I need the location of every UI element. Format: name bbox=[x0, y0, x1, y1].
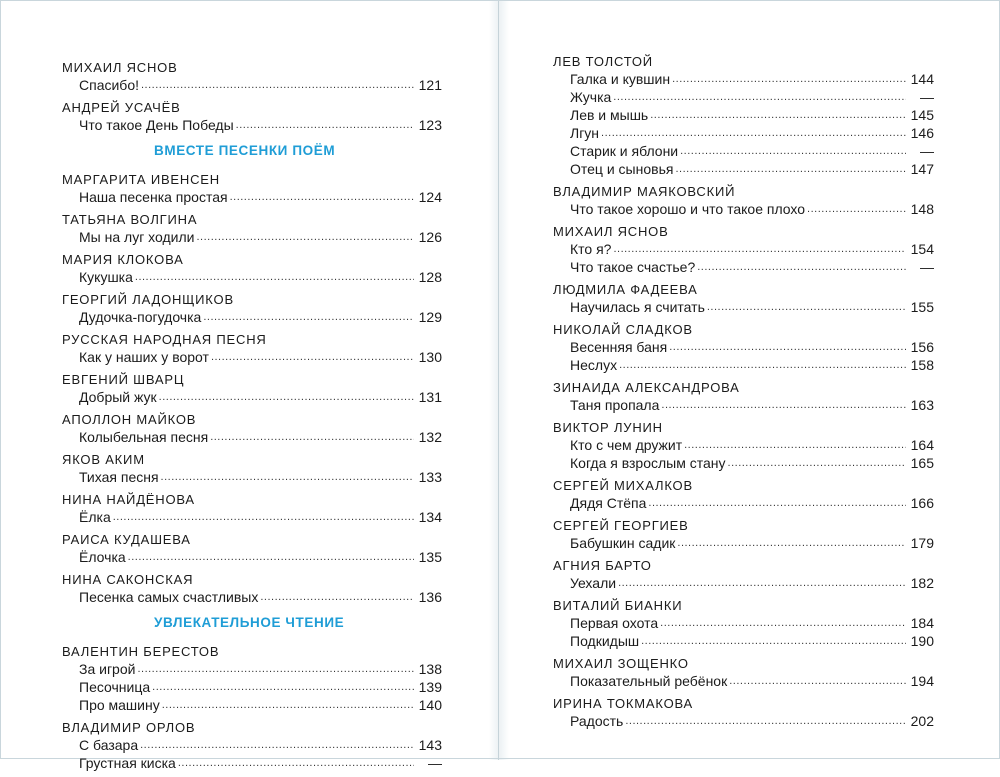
dot-leader bbox=[141, 76, 414, 94]
work-title: Показательный ребёнок bbox=[570, 673, 728, 689]
author-name: ВИТАЛИЙ БИАНКИ bbox=[553, 598, 683, 613]
page-number: — bbox=[920, 259, 934, 275]
author-block bbox=[553, 419, 934, 472]
author-name: ЛЕВ ТОЛСТОЙ bbox=[553, 54, 653, 69]
page-number: 132 bbox=[418, 429, 442, 445]
dot-leader bbox=[641, 632, 906, 650]
dot-leader bbox=[159, 388, 414, 406]
page-number: 164 bbox=[910, 437, 934, 453]
author-block bbox=[62, 99, 442, 134]
author-block bbox=[553, 321, 934, 374]
page-number: 135 bbox=[418, 549, 442, 565]
author-block bbox=[553, 379, 934, 414]
page-number: 144 bbox=[910, 71, 934, 87]
toc-entry[interactable] bbox=[570, 632, 934, 650]
dot-leader bbox=[684, 436, 906, 454]
work-title: Ёлочка bbox=[79, 549, 126, 565]
page-number: 190 bbox=[910, 633, 934, 649]
page-number: 128 bbox=[418, 269, 442, 285]
author-block bbox=[62, 451, 442, 486]
work-title: Добрый жук bbox=[79, 389, 157, 405]
toc-entry[interactable] bbox=[79, 116, 442, 134]
work-title: Дядя Стёпа bbox=[570, 495, 647, 511]
toc-entry[interactable] bbox=[79, 678, 442, 696]
toc-entry[interactable] bbox=[570, 574, 934, 592]
work-title: Галка и кувшин bbox=[570, 71, 671, 87]
author-name: НИКОЛАЙ СЛАДКОВ bbox=[553, 322, 693, 337]
left-page-contents bbox=[62, 59, 442, 777]
page-number: 133 bbox=[418, 469, 442, 485]
work-title: Подкидыш bbox=[570, 633, 640, 649]
author-name: ВЛАДИМИР МАЯКОВСКИЙ bbox=[553, 184, 736, 199]
toc-entry[interactable] bbox=[570, 124, 934, 142]
page-number: 154 bbox=[910, 241, 934, 257]
dot-leader bbox=[619, 356, 906, 374]
author-block bbox=[62, 59, 442, 94]
author-block bbox=[62, 211, 442, 246]
author-name: ЯКОВ АКИМ bbox=[62, 452, 145, 467]
dot-leader bbox=[669, 338, 906, 356]
page-number: 155 bbox=[910, 299, 934, 315]
toc-entry[interactable] bbox=[570, 338, 934, 356]
work-title: Тихая песня bbox=[79, 469, 159, 485]
toc-entry[interactable] bbox=[570, 240, 934, 258]
author-block bbox=[553, 223, 934, 276]
dot-leader bbox=[210, 428, 414, 446]
toc-entry[interactable] bbox=[79, 388, 442, 406]
section-heading: ВМЕСТЕ ПЕСЕНКИ ПОЁМ bbox=[154, 143, 336, 158]
work-title: Как у наших у ворот bbox=[79, 349, 209, 365]
author-name: ВАЛЕНТИН БЕРЕСТОВ bbox=[62, 644, 220, 659]
dot-leader bbox=[140, 736, 414, 754]
dot-leader bbox=[128, 548, 414, 566]
dot-leader bbox=[672, 70, 906, 88]
dot-leader bbox=[729, 672, 906, 690]
author-name: МАРГАРИТА ИВЕНСЕН bbox=[62, 172, 220, 187]
work-title: Старик и яблони bbox=[570, 143, 679, 159]
page-number: 146 bbox=[910, 125, 934, 141]
page-number: 166 bbox=[910, 495, 934, 511]
toc-entry[interactable] bbox=[570, 106, 934, 124]
work-title: Дудочка-погудочка bbox=[79, 309, 202, 325]
work-title: Первая охота bbox=[570, 615, 659, 631]
work-title: Что такое День Победы bbox=[79, 117, 234, 133]
page-number: 158 bbox=[910, 357, 934, 373]
dot-leader bbox=[178, 754, 414, 772]
author-name: НИНА НАЙДЁНОВА bbox=[62, 492, 195, 507]
author-name: МИХАИЛ ЯСНОВ bbox=[62, 60, 178, 75]
author-name: МАРИЯ КЛОКОВА bbox=[62, 252, 184, 267]
dot-leader bbox=[707, 298, 906, 316]
page-number: 148 bbox=[910, 201, 934, 217]
dot-leader bbox=[728, 454, 906, 472]
dot-leader bbox=[697, 258, 906, 276]
dot-leader bbox=[260, 588, 414, 606]
dot-leader bbox=[648, 494, 906, 512]
page-number: 131 bbox=[418, 389, 442, 405]
work-title: Кто я? bbox=[570, 241, 612, 257]
dot-leader bbox=[137, 660, 414, 678]
author-block bbox=[553, 281, 934, 316]
author-name: ЗИНАИДА АЛЕКСАНДРОВА bbox=[553, 380, 740, 395]
dot-leader bbox=[135, 268, 414, 286]
page-number: 147 bbox=[910, 161, 934, 177]
work-title: Про машину bbox=[79, 697, 160, 713]
author-block bbox=[62, 251, 442, 286]
author-name: РУССКАЯ НАРОДНАЯ ПЕСНЯ bbox=[62, 332, 267, 347]
toc-entry[interactable] bbox=[570, 200, 934, 218]
work-title: С базара bbox=[79, 737, 139, 753]
work-title: Что такое счастье? bbox=[570, 259, 696, 275]
author-block bbox=[553, 183, 934, 218]
author-block bbox=[553, 517, 934, 552]
dot-leader bbox=[211, 348, 414, 366]
work-title: Наша песенка простая bbox=[79, 189, 228, 205]
work-title: Колыбельная песня bbox=[79, 429, 209, 445]
author-name: СЕРГЕЙ ГЕОРГИЕВ bbox=[553, 518, 689, 533]
dot-leader bbox=[661, 396, 906, 414]
toc-entry[interactable] bbox=[79, 696, 442, 714]
toc-entry[interactable] bbox=[79, 228, 442, 246]
work-title: Песенка самых счастливых bbox=[79, 589, 259, 605]
author-name: ВЛАДИМИР ОРЛОВ bbox=[62, 720, 196, 735]
toc-entry[interactable] bbox=[79, 548, 442, 566]
work-title: За игрой bbox=[79, 661, 136, 677]
author-name: ТАТЬЯНА ВОЛГИНА bbox=[62, 212, 198, 227]
toc-entry[interactable] bbox=[570, 258, 934, 276]
toc-entry[interactable] bbox=[570, 672, 934, 690]
toc-entry[interactable] bbox=[79, 660, 442, 678]
work-title: Лев и мышь bbox=[570, 107, 649, 123]
author-block bbox=[553, 695, 934, 730]
author-name: ЕВГЕНИЙ ШВАРЦ bbox=[62, 372, 185, 387]
author-block bbox=[553, 477, 934, 512]
page-number: 184 bbox=[910, 615, 934, 631]
author-name: МИХАИЛ ЯСНОВ bbox=[553, 224, 669, 239]
author-name: РАИСА КУДАШЕВА bbox=[62, 532, 191, 547]
page-number: 139 bbox=[418, 679, 442, 695]
work-title: Грустная киска bbox=[79, 755, 176, 771]
author-block bbox=[62, 371, 442, 406]
author-block bbox=[62, 531, 442, 566]
page-number: 124 bbox=[418, 189, 442, 205]
author-block bbox=[62, 411, 442, 446]
page-number: 134 bbox=[418, 509, 442, 525]
page-number: 121 bbox=[418, 77, 442, 93]
dot-leader bbox=[601, 124, 906, 142]
page-number: 138 bbox=[418, 661, 442, 677]
author-block bbox=[553, 655, 934, 690]
dot-leader bbox=[197, 228, 415, 246]
page-number: 136 bbox=[418, 589, 442, 605]
dot-leader bbox=[236, 116, 414, 134]
toc-entry[interactable] bbox=[570, 534, 934, 552]
work-title: Уехали bbox=[570, 575, 617, 591]
dot-leader bbox=[660, 614, 906, 632]
toc-entry[interactable] bbox=[79, 468, 442, 486]
dot-leader bbox=[650, 106, 906, 124]
author-name: МИХАИЛ ЗОЩЕНКО bbox=[553, 656, 689, 671]
toc-entry[interactable] bbox=[570, 142, 934, 160]
toc-entry[interactable] bbox=[79, 428, 442, 446]
dot-leader bbox=[113, 508, 414, 526]
dot-leader bbox=[162, 696, 414, 714]
toc-entry[interactable] bbox=[570, 396, 934, 414]
work-title: Мы на луг ходили bbox=[79, 229, 195, 245]
dot-leader bbox=[625, 712, 906, 730]
toc-entry[interactable] bbox=[570, 70, 934, 88]
work-title: Таня пропала bbox=[570, 397, 660, 413]
page-number: 143 bbox=[418, 737, 442, 753]
toc-entry[interactable] bbox=[79, 754, 442, 772]
author-block bbox=[62, 171, 442, 206]
page-number: 194 bbox=[910, 673, 934, 689]
page-number: 129 bbox=[418, 309, 442, 325]
page-number: 179 bbox=[910, 535, 934, 551]
work-title: Кто с чем дружит bbox=[570, 437, 683, 453]
page-gutter-shade bbox=[489, 1, 509, 760]
page-number: 202 bbox=[910, 713, 934, 729]
toc-entry[interactable] bbox=[79, 188, 442, 206]
page-number: 130 bbox=[418, 349, 442, 365]
toc-entry[interactable] bbox=[79, 308, 442, 326]
work-title: Научилась я считать bbox=[570, 299, 705, 315]
author-block bbox=[553, 53, 934, 178]
toc-entry[interactable] bbox=[570, 436, 934, 454]
dot-leader bbox=[677, 534, 906, 552]
work-title: Что такое хорошо и что такое плохо bbox=[570, 201, 806, 217]
toc-entry[interactable] bbox=[570, 88, 934, 106]
work-title: Весенняя баня bbox=[570, 339, 668, 355]
author-block bbox=[553, 597, 934, 650]
dot-leader bbox=[680, 142, 906, 160]
page-number: 140 bbox=[418, 697, 442, 713]
author-name: АПОЛЛОН МАЙКОВ bbox=[62, 412, 197, 427]
author-name: ВИКТОР ЛУНИН bbox=[553, 420, 663, 435]
dot-leader bbox=[618, 574, 906, 592]
work-title: Песочница bbox=[79, 679, 151, 695]
toc-entry[interactable] bbox=[570, 298, 934, 316]
author-block bbox=[62, 491, 442, 526]
author-name: ИРИНА ТОКМАКОВА bbox=[553, 696, 694, 711]
page-number: 123 bbox=[418, 117, 442, 133]
section-heading: УВЛЕКАТЕЛЬНОЕ ЧТЕНИЕ bbox=[154, 615, 345, 630]
toc-entry[interactable] bbox=[79, 76, 442, 94]
author-name: ГЕОРГИЙ ЛАДОНЩИКОВ bbox=[62, 292, 234, 307]
author-block bbox=[62, 571, 442, 606]
work-title: Ёлка bbox=[79, 509, 111, 525]
page-number: 145 bbox=[910, 107, 934, 123]
toc-entry[interactable] bbox=[79, 508, 442, 526]
work-title: Когда я взрослым стану bbox=[570, 455, 726, 471]
work-title: Лгун bbox=[570, 125, 600, 141]
page-number: 163 bbox=[910, 397, 934, 413]
dot-leader bbox=[807, 200, 906, 218]
page-gutter bbox=[498, 1, 499, 760]
author-block bbox=[62, 291, 442, 326]
right-page-contents bbox=[553, 53, 934, 735]
author-name: АГНИЯ БАРТО bbox=[553, 558, 652, 573]
toc-entry[interactable] bbox=[570, 454, 934, 472]
author-block bbox=[553, 557, 934, 592]
dot-leader bbox=[152, 678, 414, 696]
dot-leader bbox=[203, 308, 414, 326]
page-number: 126 bbox=[418, 229, 442, 245]
dot-leader bbox=[613, 88, 906, 106]
author-name: СЕРГЕЙ МИХАЛКОВ bbox=[553, 478, 693, 493]
toc-entry[interactable] bbox=[570, 160, 934, 178]
work-title: Бабушкин садик bbox=[570, 535, 676, 551]
author-block bbox=[62, 719, 442, 772]
dot-leader bbox=[161, 468, 414, 486]
page-number: 165 bbox=[910, 455, 934, 471]
work-title: Спасибо! bbox=[79, 77, 139, 93]
work-title: Радость bbox=[570, 713, 624, 729]
work-title: Жучка bbox=[570, 89, 612, 105]
toc-entry[interactable] bbox=[570, 356, 934, 374]
dot-leader bbox=[230, 188, 414, 206]
toc-entry[interactable] bbox=[79, 588, 442, 606]
toc-entry[interactable] bbox=[79, 736, 442, 754]
work-title: Отец и сыновья bbox=[570, 161, 674, 177]
page-number: — bbox=[920, 89, 934, 105]
page-number: — bbox=[428, 755, 442, 771]
author-block bbox=[62, 643, 442, 714]
toc-entry[interactable] bbox=[79, 268, 442, 286]
page-number: — bbox=[920, 143, 934, 159]
author-name: АНДРЕЙ УСАЧЁВ bbox=[62, 100, 181, 115]
toc-entry[interactable] bbox=[570, 712, 934, 730]
dot-leader bbox=[675, 160, 906, 178]
author-name: ЛЮДМИЛА ФАДЕЕВА bbox=[553, 282, 698, 297]
toc-entry[interactable] bbox=[570, 494, 934, 512]
author-name: НИНА САКОНСКАЯ bbox=[62, 572, 194, 587]
toc-entry[interactable] bbox=[79, 348, 442, 366]
dot-leader bbox=[613, 240, 906, 258]
page-number: 182 bbox=[910, 575, 934, 591]
author-block bbox=[62, 331, 442, 366]
toc-entry[interactable] bbox=[570, 614, 934, 632]
work-title: Неслух bbox=[570, 357, 618, 373]
page-number: 156 bbox=[910, 339, 934, 355]
work-title: Кукушка bbox=[79, 269, 133, 285]
